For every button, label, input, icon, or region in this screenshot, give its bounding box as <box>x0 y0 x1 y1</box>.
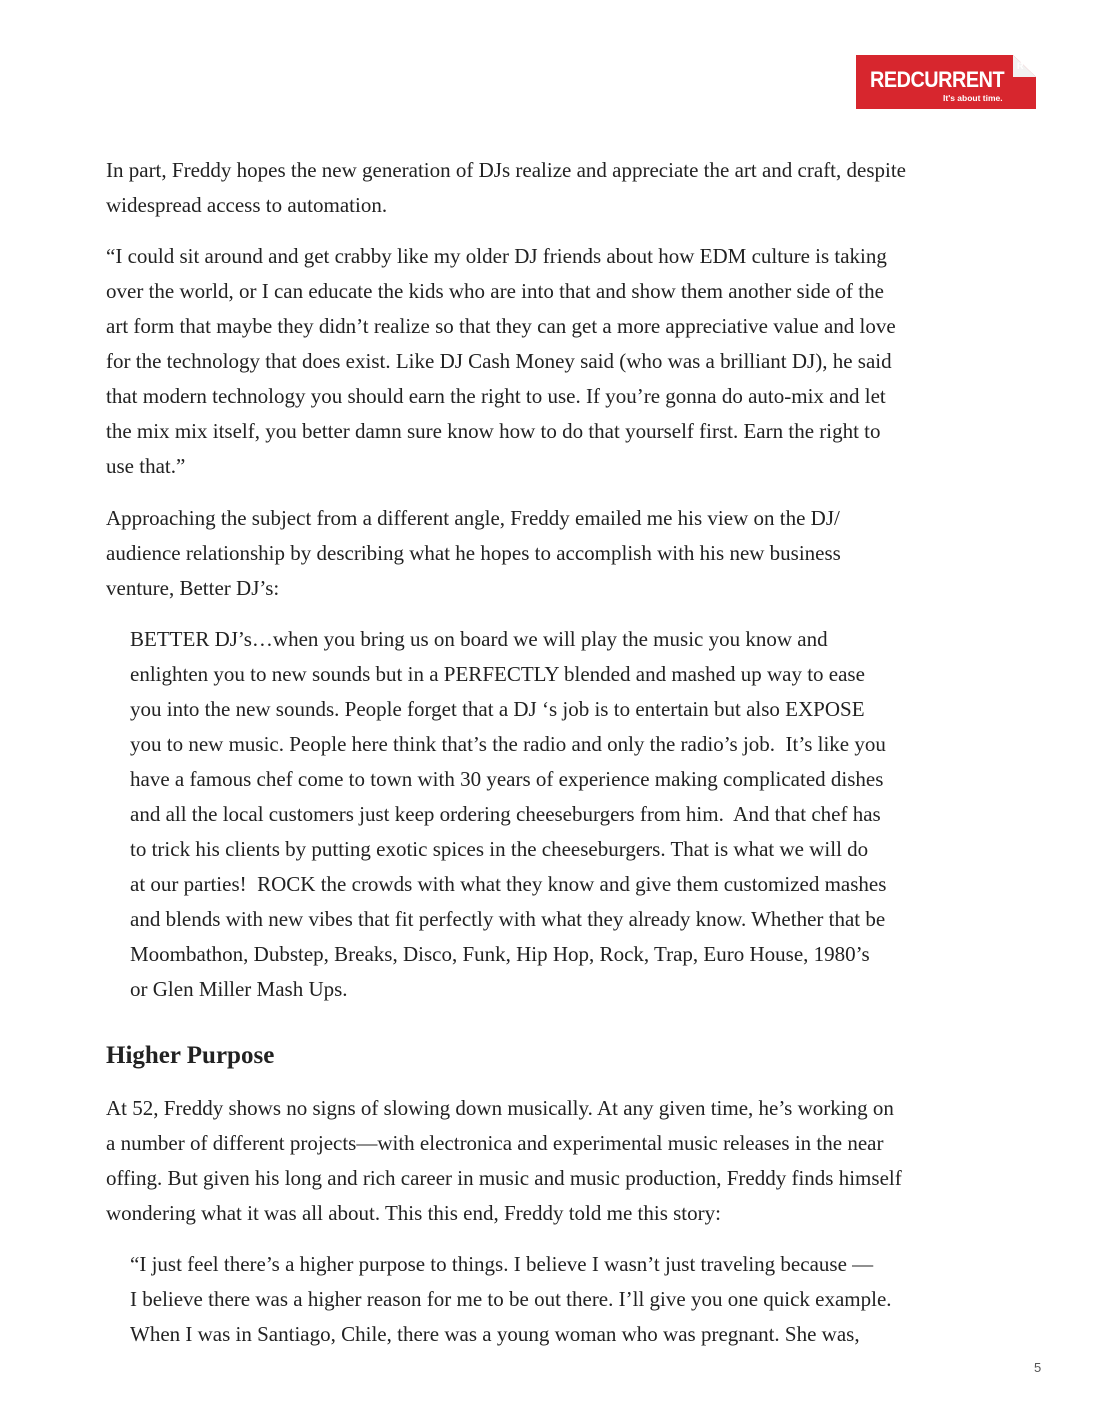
text-line: over the world, or I can educate the kids who are into that and show them another side of the <box>106 279 884 303</box>
text-line: for the technology that does exist. Like DJ Cash Money said (who was a brilliant DJ), he said <box>106 349 892 373</box>
text-line: In part, Freddy hopes the new generation of DJs realize and appreciate the art and craft, despite <box>106 158 906 182</box>
text-line: that modern technology you should earn the right to use. If you’re gonna do auto-mix and let <box>106 384 886 408</box>
text-line: and blends with new vibes that fit perfectly with what they already know. Whether that be <box>130 907 886 931</box>
text-line: to trick his clients by putting exotic spices in the cheeseburgers. That is what we will do <box>130 837 869 861</box>
text-line: “I could sit around and get crabby like my older DJ friends about how EDM culture is taking <box>106 244 887 268</box>
text-line: wondering what it was all about. This this end, Freddy told me this story: <box>106 1201 721 1225</box>
text-line: At 52, Freddy shows no signs of slowing down musically. At any given time, he’s working on <box>106 1096 894 1120</box>
logo-tagline: It's about time. <box>943 93 1003 103</box>
text-line: widespread access to automation. <box>106 193 388 217</box>
text-line: “I just feel there’s a higher purpose to things. I believe I wasn’t just traveling because — <box>130 1252 874 1276</box>
text-line: BETTER DJ’s…when you bring us on board we will play the music you know and <box>130 627 828 651</box>
text-line: Approaching the subject from a different angle, Freddy emailed me his view on the DJ/ <box>106 506 840 530</box>
text-line: Moombathon, Dubstep, Breaks, Disco, Funk, Hip Hop, Rock, Trap, Euro House, 1980’s <box>130 942 870 966</box>
text-line: you into the new sounds. People forget that a DJ ‘s job is to entertain but also EXPOSE <box>130 697 865 721</box>
redcurrent-logo <box>856 55 1036 109</box>
text-line: use that.” <box>106 454 186 478</box>
logo-wordmark: REDCURRENT <box>870 67 1005 92</box>
text-line: enlighten you to new sounds but in a PERFECTLY blended and mashed up way to ease <box>130 662 865 686</box>
text-line: I believe there was a higher reason for me to be out there. I’ll give you one quick example. <box>130 1287 892 1311</box>
text-line: a number of different projects—with electronica and experimental music releases in the near <box>106 1131 884 1155</box>
text-line: When I was in Santiago, Chile, there was a young woman who was pregnant. She was, <box>130 1322 860 1346</box>
text-line: venture, Better DJ’s: <box>106 576 280 600</box>
page-number: 5 <box>1034 1360 1042 1375</box>
text-line: audience relationship by describing what he hopes to accomplish with his new business <box>106 541 841 565</box>
section-heading: Higher Purpose <box>106 1042 275 1069</box>
text-line: art form that maybe they didn’t realize so that they can get a more appreciative value and love <box>106 314 896 338</box>
text-line: and all the local customers just keep ordering cheeseburgers from him. And that chef has <box>130 802 881 826</box>
text-line: you to new music. People here think that’s the radio and only the radio’s job. It’s like you <box>130 732 886 756</box>
text-line: or Glen Miller Mash Ups. <box>130 977 348 1001</box>
text-line: the mix mix itself, you better damn sure know how to do that yourself first. Earn the right to <box>106 419 881 443</box>
text-line: offing. But given his long and rich career in music and music production, Freddy finds himself <box>106 1166 902 1190</box>
registered-mark-icon: R <box>1017 61 1024 71</box>
text-line: at our parties! ROCK the crowds with what they know and give them customized mashes <box>130 872 887 896</box>
text-line: have a famous chef come to town with 30 years of experience making complicated dishes <box>130 767 884 791</box>
